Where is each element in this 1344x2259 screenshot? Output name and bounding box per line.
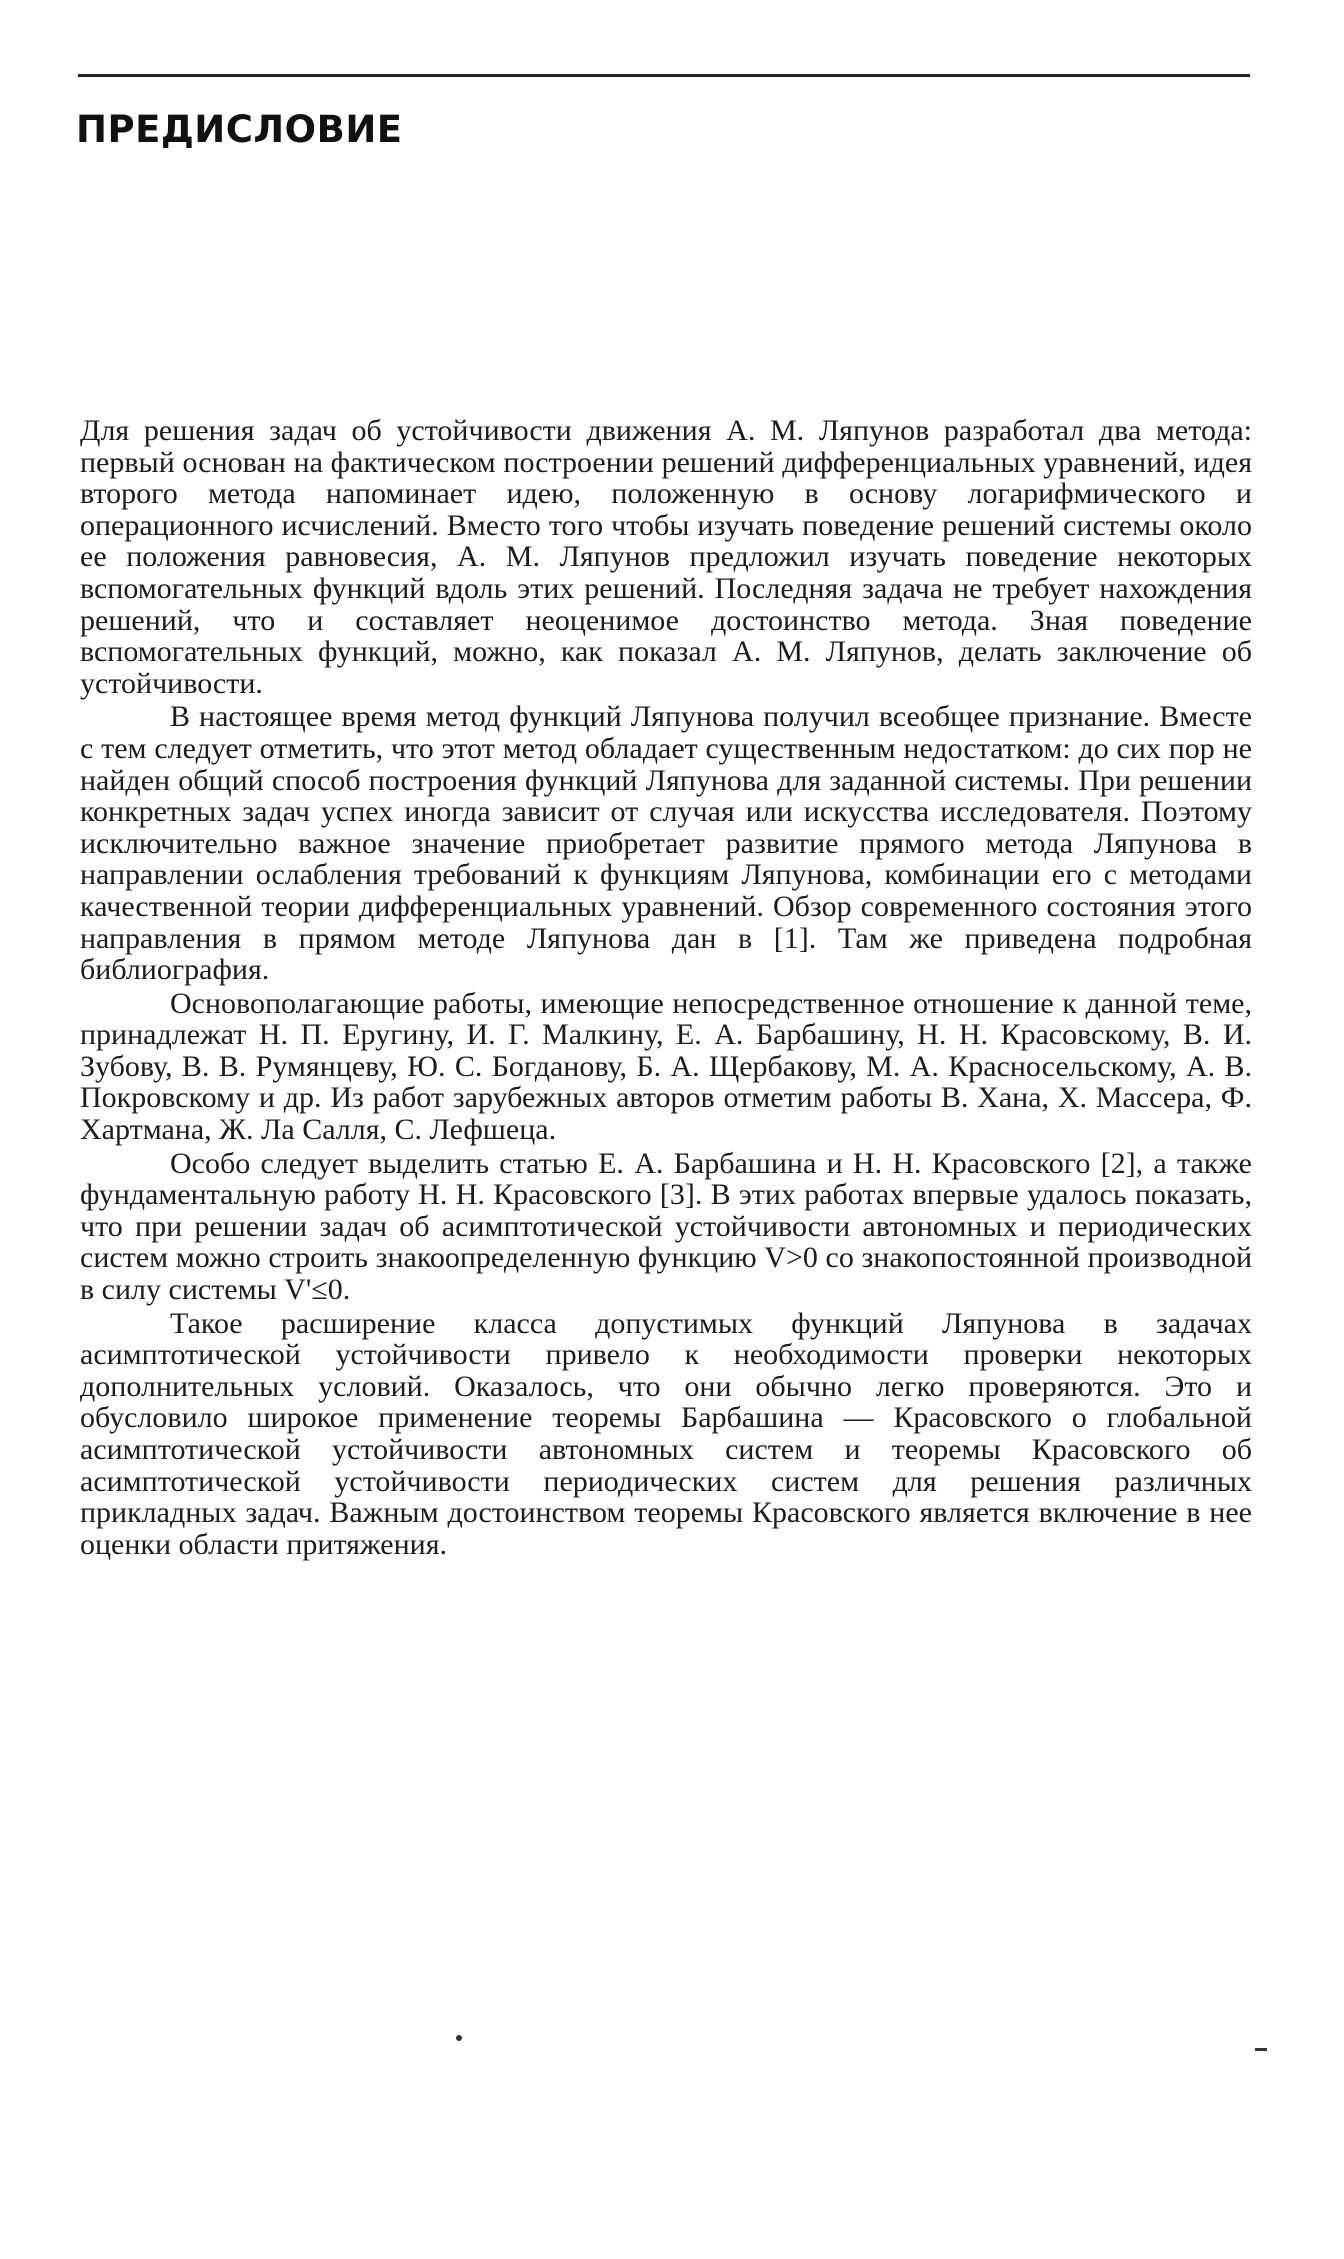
paragraph-1: Для решения задач об устойчивости движения А. М. Ляпунов разработал два метода: первый основан на фактическом построении решений дифференциальных уравнений, идея второго метода напоминает идею, положенную в основу логарифмического и операционного исчислений. Вместо того чтобы изучать поведение решений системы около ее положения равновесия, А. М. Ляпунов предложил изучать поведение некоторых вспомогательных функций вдоль этих решений. Последняя задача не требует нахождения решений, что и составляет неоценимое достоинство метода. Зная поведение вспомогательных функций, можно, как показал А. М. Ляпунов, делать заключение об устойчивости.	[80, 414, 1252, 700]
page-title: ПРЕДИСЛОВИЕ	[76, 108, 403, 151]
body-text	[80, 415, 1252, 1560]
paragraph-5: Такое расширение класса допустимых функций Ляпунова в задачах асимптотической устойчивости привело к необходимости проверки некоторых дополнительных условий. Оказалось, что они обычно легко проверяются. Это и обусловило широкое применение теоремы Барбашина — Красовского о глобальной асимптотической устойчивости автономных систем и теоремы Красовского об асимптотической устойчивости периодических систем для решения различных прикладных задач. Важным достоинством теоремы Красовского является включение в нее оценки области притяжения.	[80, 1306, 1252, 1561]
paragraph-4: Особо следует выделить статью Е. А. Барбашина и Н. Н. Красовского [2], а также фундаментальную работу Н. Н. Красовского [3]. В этих работах впервые удалось показать, что при решении задач об асимптотической устойчивости автономных и периодических систем можно строить знакоопределенную функцию V>0 со знакопостоянной производной в силу системы V'≤0.	[80, 1146, 1252, 1307]
scan-dot-mark	[456, 2035, 462, 2041]
scan-dash-mark	[1255, 2048, 1267, 2051]
paragraph-3: Основополагающие работы, имеющие непосредственное отношение к данной теме, принадлежат Н. П. Еругину, И. Г. Малкину, Е. А. Барбашину, Н. Н. Красовскому, В. И. Зубову, В. В. Румянцеву, Ю. С. Богданову, Б. А. Щербакову, М. А. Красносельскому, А. В. Покровскому и др. Из работ зарубежных авторов отметим работы В. Хана, Х. Массера, Ф. Хартмана, Ж. Ла Салля, С. Лефшеца.	[80, 986, 1252, 1147]
top-rule	[78, 74, 1250, 77]
paragraph-2: В настоящее время метод функций Ляпунова получил всеобщее признание. Вместе с тем следует отметить, что этот метод обладает существенным недостатком: до сих пор не найден общий способ построения функций Ляпунова для заданной системы. При решении конкретных задач успех иногда зависит от случая или искусства исследователя. Поэтому исключительно важное значение приобретает развитие прямого метода Ляпунова в направлении ослабления требований к функциям Ляпунова, комбинации его с методами качественной теории дифференциальных уравнений. Обзор современного состояния этого направления в прямом методе Ляпунова дан в [1]. Там же приведена подробная библиография.	[80, 700, 1252, 987]
